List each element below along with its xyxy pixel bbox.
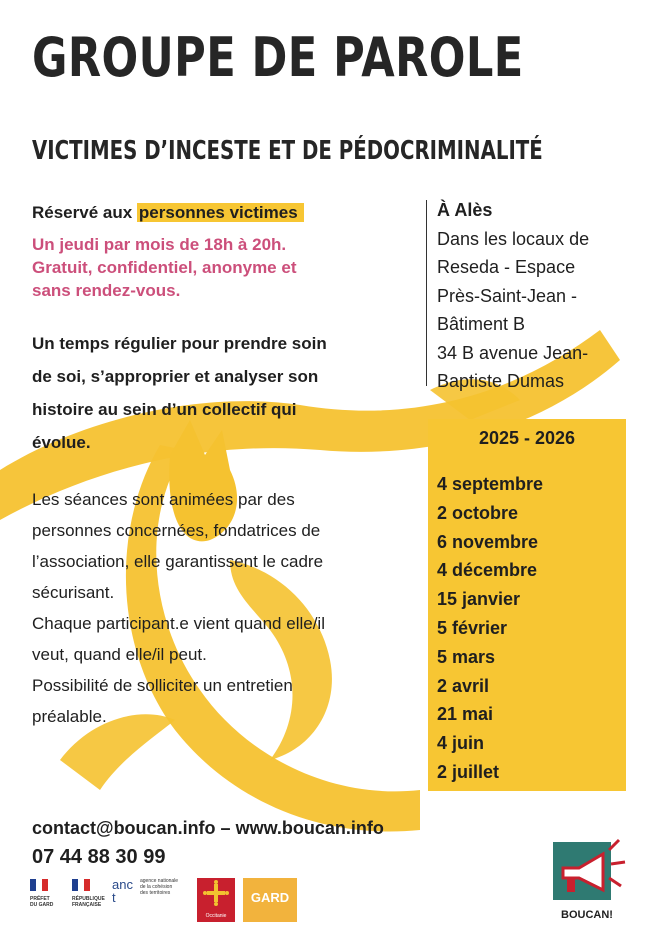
intro-line: histoire au sein d’un collectif qui <box>32 400 297 419</box>
address-line: Bâtiment B <box>437 314 526 334</box>
body-line: Possibilité de solliciter un entretien <box>32 676 293 695</box>
republique-line: RÉPUBLIQUE <box>72 896 105 902</box>
date-item: 21 mai <box>437 704 494 725</box>
date-item: 4 septembre <box>437 474 544 494</box>
body-line: Chaque participant.e vient quand elle/il <box>32 614 325 633</box>
schedule-line: sans rendez-vous. <box>32 281 181 300</box>
gard-logo <box>243 878 297 922</box>
date-item: 4 juin <box>437 733 485 754</box>
body-line: l’association, elle garantissent le cadre <box>32 552 324 571</box>
reserved-text <box>32 203 304 223</box>
boucan-logo <box>545 824 629 921</box>
megaphone-icon <box>545 824 629 904</box>
republique-francaise-logo <box>72 878 106 918</box>
dates-year: 2025 - 2026 <box>478 428 576 448</box>
address-line: Près-Saint-Jean - <box>437 285 578 306</box>
prefet-gard-logo <box>30 878 62 918</box>
occitanie-logo <box>197 878 235 922</box>
page-title: GROUPE DE PAROLE <box>32 26 524 89</box>
date-item: 15 janvier <box>437 589 521 610</box>
anct-text: agence nationale <box>140 878 179 884</box>
address-city: À Alès <box>437 200 493 220</box>
description-paragraph <box>32 484 417 732</box>
schedule-line: Un jeudi par mois de 18h à 20h. <box>32 235 287 254</box>
address-line: Reseda - Espace <box>437 257 576 277</box>
intro-line: évolue. <box>32 433 91 452</box>
occitanie-label: Occitanie <box>205 913 227 919</box>
body-line: Les séances sont animées par des <box>32 490 295 509</box>
date-item: 5 février <box>437 617 508 638</box>
anct-logo <box>112 878 207 918</box>
anct-text: des territoires <box>140 890 171 896</box>
phone-number: 07 44 88 30 99 <box>32 846 166 868</box>
address-line: Baptiste Dumas <box>437 371 565 391</box>
marianne-icon <box>30 879 48 891</box>
reserved-highlight: personnes victimes <box>137 203 304 222</box>
page-subtitle: VICTIMES D’INCESTE ET DE PÉDOCRIMINALITÉ <box>32 136 543 166</box>
intro-paragraph <box>32 327 412 459</box>
marianne-icon <box>72 879 90 891</box>
schedule-line: Gratuit, confidentiel, anonyme et <box>32 258 297 277</box>
address-block <box>437 196 589 396</box>
dates-list <box>437 470 543 787</box>
body-line: veut, quand elle/il peut. <box>32 645 207 664</box>
schedule-info <box>32 233 402 302</box>
prefet-line: DU GARD <box>30 902 54 908</box>
dates-panel <box>428 419 626 791</box>
date-item: 2 octobre <box>437 502 519 523</box>
address-divider <box>426 200 427 386</box>
date-item: 4 décembre <box>437 560 538 581</box>
date-item: 2 juillet <box>437 761 500 782</box>
address-line: Dans les locaux de <box>437 228 590 249</box>
republique-line: FRANÇAISE <box>72 902 102 908</box>
intro-line: Un temps régulier pour prendre soin <box>32 334 327 353</box>
prefet-line: PRÉFET <box>30 896 50 902</box>
date-item: 5 mars <box>437 646 496 667</box>
gard-label: GARD <box>250 890 290 905</box>
body-line: préalable. <box>32 707 107 726</box>
intro-line: de soi, s’approprier et analyser son <box>32 367 319 386</box>
boucan-label: BOUCAN! <box>561 909 613 921</box>
date-item: 2 avril <box>437 675 490 696</box>
anct-mark: anct <box>112 877 133 905</box>
contact-line: contact@boucan.info – www.boucan.info <box>32 818 384 838</box>
address-line: 34 B avenue Jean- <box>437 342 589 363</box>
anct-text: de la cohésion <box>140 884 173 890</box>
body-line: sécurisant. <box>32 583 115 602</box>
body-line: personnes concernées, fondatrices de <box>32 521 321 540</box>
occitan-cross-icon <box>197 878 235 908</box>
date-item: 6 novembre <box>437 531 539 552</box>
reserved-prefix: Réservé aux <box>32 203 137 222</box>
